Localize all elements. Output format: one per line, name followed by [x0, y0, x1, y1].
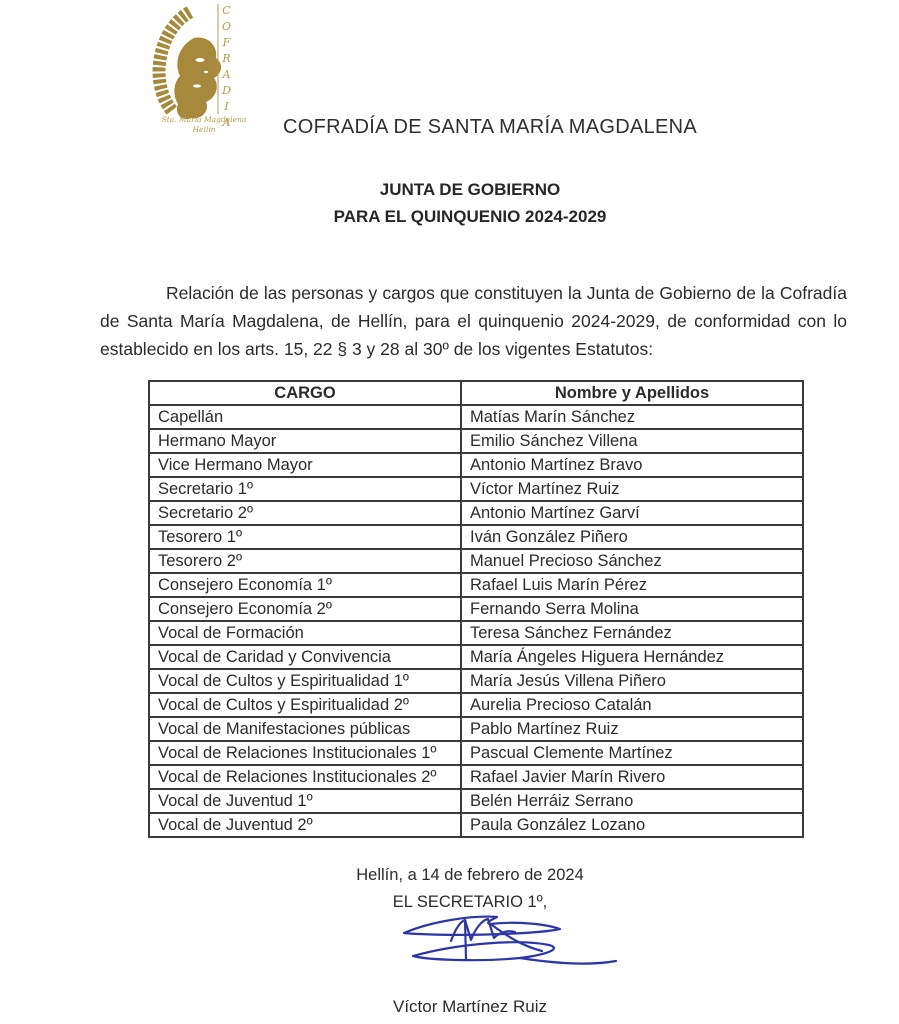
- face-eye-detail: [196, 58, 205, 62]
- subtitle-line1: JUNTA DE GOBIERNO: [379, 180, 561, 199]
- logo-caption-line2: Hellín: [192, 125, 216, 134]
- cell-nombre: Pascual Clemente Martínez: [461, 741, 803, 765]
- cell-nombre: Belén Herráiz Serrano: [461, 789, 803, 813]
- table-header-nombre: Nombre y Apellidos: [461, 381, 803, 405]
- cell-cargo: Vocal de Caridad y Convivencia: [149, 645, 461, 669]
- cell-nombre: Paula González Lozano: [461, 813, 803, 837]
- cell-nombre: María Jesús Villena Piñero: [461, 669, 803, 693]
- cell-cargo: Capellán: [149, 405, 461, 429]
- table-row: [149, 405, 803, 429]
- cell-cargo: Secretario 2º: [149, 501, 461, 525]
- cell-nombre: Teresa Sánchez Fernández: [461, 621, 803, 645]
- cell-cargo: Vocal de Juventud 2º: [149, 813, 461, 837]
- signer-name: Víctor Martínez Ruiz: [393, 997, 547, 1016]
- cell-cargo: Vocal de Formación: [149, 621, 461, 645]
- table-row: [149, 789, 803, 813]
- table-row: [149, 453, 803, 477]
- cell-nombre: Fernando Serra Molina: [461, 597, 803, 621]
- table-row: [149, 477, 803, 501]
- table-row: [149, 765, 803, 789]
- cell-nombre: Aurelia Precioso Catalán: [461, 693, 803, 717]
- date-line: Hellín, a 14 de febrero de 2024: [356, 866, 584, 884]
- page-subtitle: [40, 176, 899, 230]
- table-row: [149, 669, 803, 693]
- table-row: [149, 525, 803, 549]
- cell-cargo: Tesorero 1º: [149, 525, 461, 549]
- cell-cargo: Tesorero 2º: [149, 549, 461, 573]
- cell-cargo: Vocal de Relaciones Institucionales 1º: [149, 741, 461, 765]
- table-row: [149, 501, 803, 525]
- cell-nombre: Antonio Martínez Bravo: [461, 453, 803, 477]
- cell-nombre: Antonio Martínez Garví: [461, 501, 803, 525]
- logo-vertical-text: COFRADIA: [220, 4, 233, 132]
- cell-nombre: Matías Marín Sánchez: [461, 405, 803, 429]
- cell-cargo: Vocal de Cultos y Espiritualidad 2º: [149, 693, 461, 717]
- subtitle-line2: PARA EL QUINQUENIO 2024-2029: [333, 207, 607, 226]
- cell-nombre: Emilio Sánchez Villena: [461, 429, 803, 453]
- cell-cargo: Secretario 1º: [149, 477, 461, 501]
- table-row: [149, 549, 803, 573]
- cell-cargo: Hermano Mayor: [149, 429, 461, 453]
- logo-caption-line1: Sta. María Magdalena: [161, 115, 247, 124]
- face-detail: [204, 71, 208, 73]
- magdalena-face-icon: [174, 38, 221, 120]
- cell-cargo: Vice Hermano Mayor: [149, 453, 461, 477]
- table-row: [149, 645, 803, 669]
- cell-cargo: Consejero Economía 1º: [149, 573, 461, 597]
- cell-cargo: Vocal de Manifestaciones públicas: [149, 717, 461, 741]
- table-row: [149, 693, 803, 717]
- signature-icon: [392, 906, 662, 986]
- cell-cargo: Vocal de Relaciones Institucionales 2º: [149, 765, 461, 789]
- page-title: COFRADÍA DE SANTA MARÍA MAGDALENA: [282, 116, 698, 138]
- cell-cargo: Vocal de Juventud 1º: [149, 789, 461, 813]
- cell-nombre: Rafael Luis Marín Pérez: [461, 573, 803, 597]
- intro-paragraph: Relación de las personas y cargos que constituyen la Junta de Gobierno de la Cofradía de Santa María Magdalena, de Hellín, para el quinquenio 2024-2029, de conformidad con lo establecido en los arts. 15, 22 § 3 y 28 al 30º de los vigentes Estatutos:: [100, 283, 847, 359]
- face-mouth-detail: [193, 84, 201, 87]
- table-row: [149, 429, 803, 453]
- cell-nombre: Víctor Martínez Ruiz: [461, 477, 803, 501]
- cell-nombre: Iván González Piñero: [461, 525, 803, 549]
- table-row: [149, 621, 803, 645]
- cell-nombre: María Ángeles Higuera Hernández: [461, 645, 803, 669]
- cell-nombre: Manuel Precioso Sánchez: [461, 549, 803, 573]
- cell-nombre: Pablo Martínez Ruiz: [461, 717, 803, 741]
- cell-nombre: Rafael Javier Marín Rivero: [461, 765, 803, 789]
- junta-table: [148, 380, 804, 838]
- signer-title: EL SECRETARIO 1º,: [392, 893, 548, 911]
- table-row: [149, 573, 803, 597]
- table-header-row: [149, 381, 803, 405]
- table-row: [149, 813, 803, 837]
- cell-cargo: Consejero Economía 2º: [149, 597, 461, 621]
- cell-cargo: Vocal de Cultos y Espiritualidad 1º: [149, 669, 461, 693]
- table-row: [149, 741, 803, 765]
- table-row: [149, 597, 803, 621]
- table-header-cargo: CARGO: [149, 381, 461, 405]
- table-row: [149, 717, 803, 741]
